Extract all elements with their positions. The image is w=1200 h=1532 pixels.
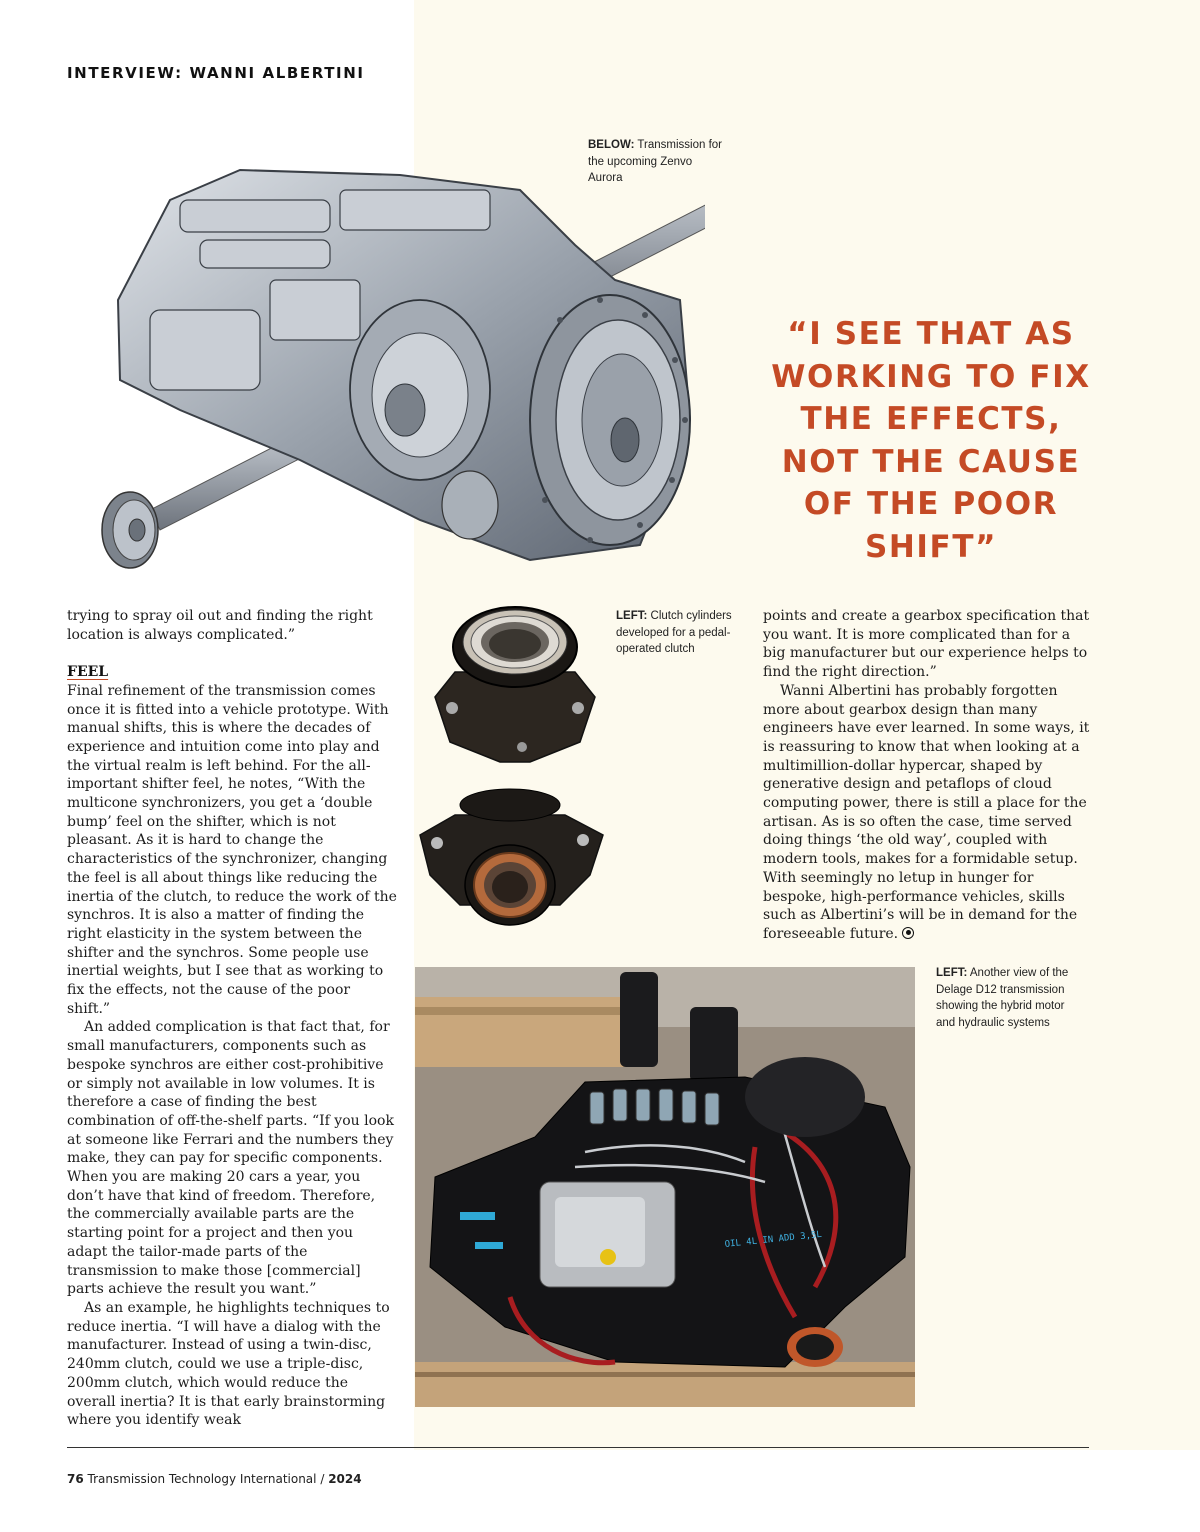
delage-transmission-photo <box>415 967 915 1407</box>
article-paragraph: An added complication is that fact that, for small manufacturers, components such as bespoke synchros are either cost-prohibitive or simply not available in low volumes. It is therefore a case of finding the best combination of off-the-shelf parts. “If you look at someone like Ferrari and the numbers they make, they can pay for specific components. When you are making 20 cars a year, you don’t have that kind of freedom. Therefore, the commercially available parts are the starting point for a project and then you adapt the tailor-made parts of the transmission to make those [commercial] parts achieve the result you want.” <box>67 1019 394 1298</box>
footer-rule <box>67 1447 1089 1448</box>
pull-quote: “I SEE THAT AS WORKING TO FIX THE EFFECTS, NOT THE CAUSE OF THE POOR SHIFT” <box>771 316 1091 565</box>
caption-clutch <box>616 608 744 658</box>
caption-below-text: Transmission for the upcoming Zenvo Aurora <box>588 139 722 184</box>
footer-separator: / <box>320 1472 325 1486</box>
issue-year: 2024 <box>328 1472 362 1486</box>
article-paragraph: points and create a gearbox specification that you want. It is more complicated than for a big manufacturer but our experience helps to find the right direction.” <box>763 608 1090 681</box>
oil-label-text: OIL 4L IN ADD 3,5L <box>724 1229 823 1250</box>
article-paragraph: trying to spray oil out and finding the right location is always complicated.” <box>67 608 373 643</box>
clutch-cylinder-photo-bottom <box>415 785 605 933</box>
caption-delage-label: LEFT: <box>936 967 968 979</box>
caption-clutch-text: Clutch cylinders developed for a pedal-operated clutch <box>616 610 732 655</box>
end-of-article-icon <box>902 927 914 939</box>
article-paragraph: Wanni Albertini has probably forgotten more about gearbox design than many engineers have ever learned. In some ways, it is reassuring to know that when looking at a multimillion-dollar hypercar, shaped by generative design and petaflops of cloud computing power, there is still a place for the artisan. As is so often the case, time served doing things ‘the old way’, coupled with modern tools, makes for a formidable setup. With seemingly no letup in hunger for bespoke, high-performance vehicles, skills such as Albertini’s will be in demand for the foreseeable future. <box>763 682 1090 942</box>
section-header: INTERVIEW: WANNI ALBERTINI <box>67 64 365 82</box>
clutch-cylinder-photo-top <box>430 602 600 767</box>
article-paragraph: As an example, he highlights techniques to reduce inertia. “I will have a dialog with the manufacturer. Instead of using a twin-disc, 240mm clutch, could we use a triple-disc, 200mm clutch, which would reduce the overall inertia? It is that early brainstorming where you identify weak <box>67 1300 390 1429</box>
caption-below-label: BELOW: <box>588 139 635 151</box>
article-column-right <box>763 607 1093 944</box>
page-footer <box>67 1472 362 1486</box>
section-subhead: FEEL <box>67 664 109 681</box>
publication-name: Transmission Technology International <box>87 1472 317 1486</box>
caption-below <box>588 137 728 187</box>
article-paragraph: Final refinement of the transmission comes once it is fitted into a vehicle prototype. With manual shifts, this is where the decades of experience and intuition come into play and the virtual realm is left behind. For the all-important shifter feel, he notes, “With the multicone synchronizers, you get a ‘double bump’ feel on the shifter, which is not pleasant. As it is hard to change the characteristics of the synchronizer, changing the feel is all about things like reducing the inertia of the clutch, to reduce the work of the synchros. It is also a matter of finding the right elasticity in the system between the shifter and the synchros. Some people use inertial weights, but I see that as working to fix the effects, not the cause of the poor shift.” <box>67 682 397 1017</box>
page-number: 76 <box>67 1472 84 1486</box>
caption-delage <box>936 965 1086 1031</box>
article-column-left <box>67 607 397 1430</box>
caption-delage-text: Another view of the Delage D12 transmission showing the hybrid motor and hydraulic systems <box>936 967 1069 1029</box>
caption-clutch-label: LEFT: <box>616 610 648 622</box>
